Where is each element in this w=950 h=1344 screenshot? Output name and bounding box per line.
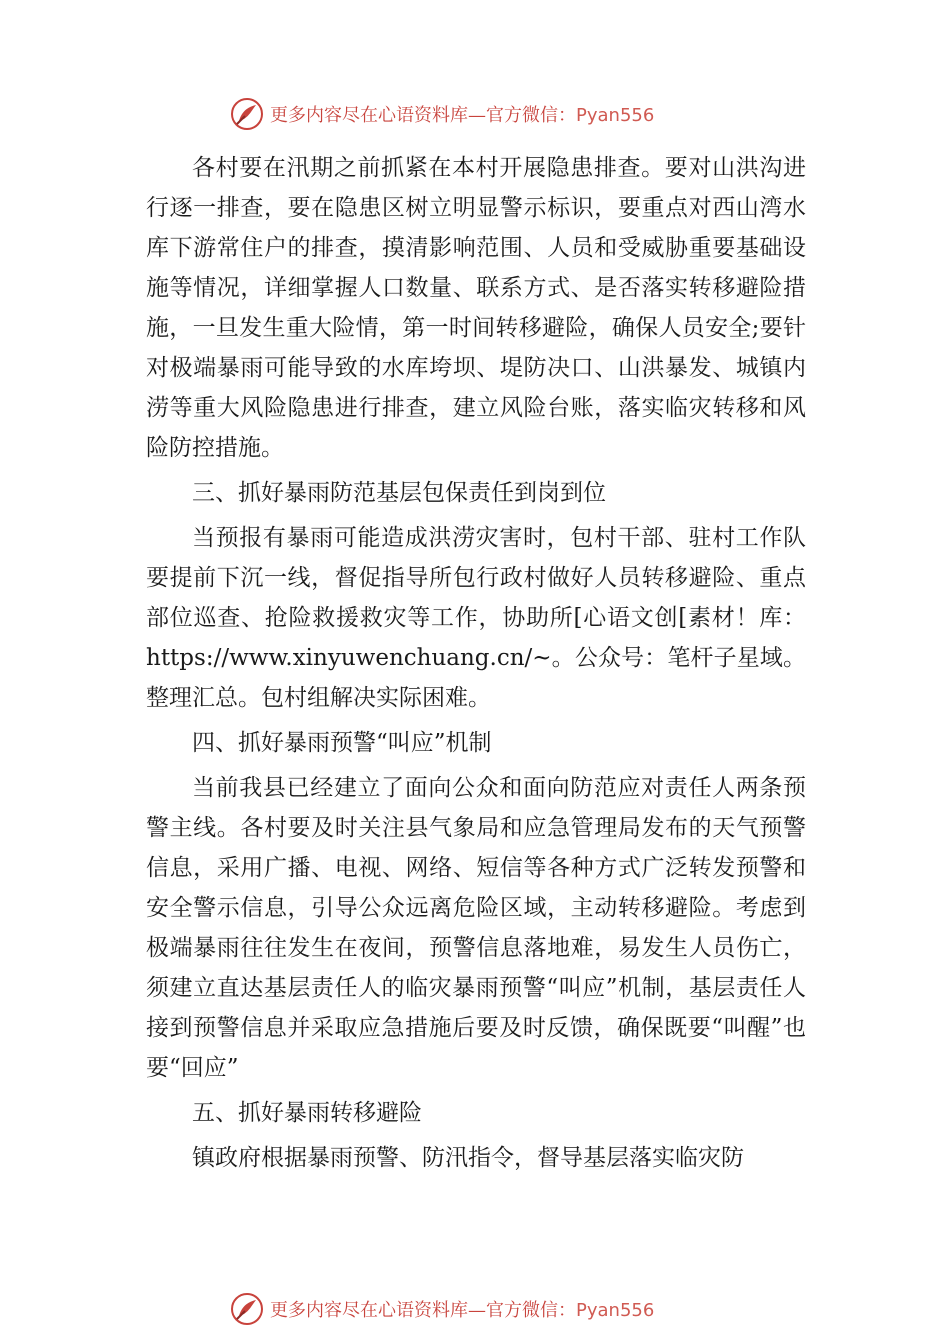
paragraph: 当预报有暴雨可能造成洪涝灾害时，包村干部、驻村工作队要提前下沉一线，督促指导所包行政村做好人员转移避险、重点部位巡查、抢险救援救灾等工作，协助所[心语文创[素材！库：https://www.xinyuwenchuang.cn/~。公众号：笔杆子星域。整理汇总。包村组解决实际困难。 [146,525,806,711]
watermark-banner-bottom [230,1291,730,1327]
watermark-text: 更多内容尽在心语资料库—官方微信：Pyan556 [270,1300,655,1321]
paragraph: 当前我县已经建立了面向公众和面向防范应对责任人两条预警主线。各村要及时关注县气象局和应急管理局发布的天气预警信息，采用广播、电视、网络、短信等各种方式广泛转发预警和安全警示信息，引导公众远离危险区域，主动转移避险。考虑到极端暴雨往往发生在夜间，预警信息落地难，易发生人员伤亡，须建立直达基层责任人的临灾暴雨预警“叫应”机制，基层责任人接到预警信息并采取应急措施后要及时反馈，确保既要“叫醒”也要“回应” [146,775,806,1081]
watermark-banner-top [230,96,730,132]
section-heading: 五、抓好暴雨转移避险 [192,1100,422,1126]
wechat-id: Pyan556 [576,105,655,126]
watermark-text: 更多内容尽在心语资料库—官方微信：Pyan556 [270,105,655,126]
paragraph: 各村要在汛期之前抓紧在本村开展隐患排查。要对山洪沟进行逐一排查，要在隐患区树立明显警示标识，要重点对西山湾水库下游常住户的排查，摸清影响范围、人员和受威胁重要基础设施等情况，详细掌握人口数量、联系方式、是否落实转移避险措施，一旦发生重大险情，第一时间转移避险，确保人员安全;要针对极端暴雨可能导致的水库垮坝、堤防决口、山洪暴发、城镇内涝等重大风险隐患进行排查，建立风险台账，落实临灾转移和风险防控措施。 [146,155,806,461]
section-heading: 四、抓好暴雨预警“叫应”机制 [192,730,492,756]
wechat-id: Pyan556 [576,1300,655,1321]
paragraph: 镇政府根据暴雨预警、防汛指令，督导基层落实临灾防 [192,1145,744,1171]
logo-icon [230,97,264,131]
document-body [146,148,806,1183]
logo-icon [230,1292,264,1326]
section-heading: 三、抓好暴雨防范基层包保责任到岗到位 [192,480,606,506]
